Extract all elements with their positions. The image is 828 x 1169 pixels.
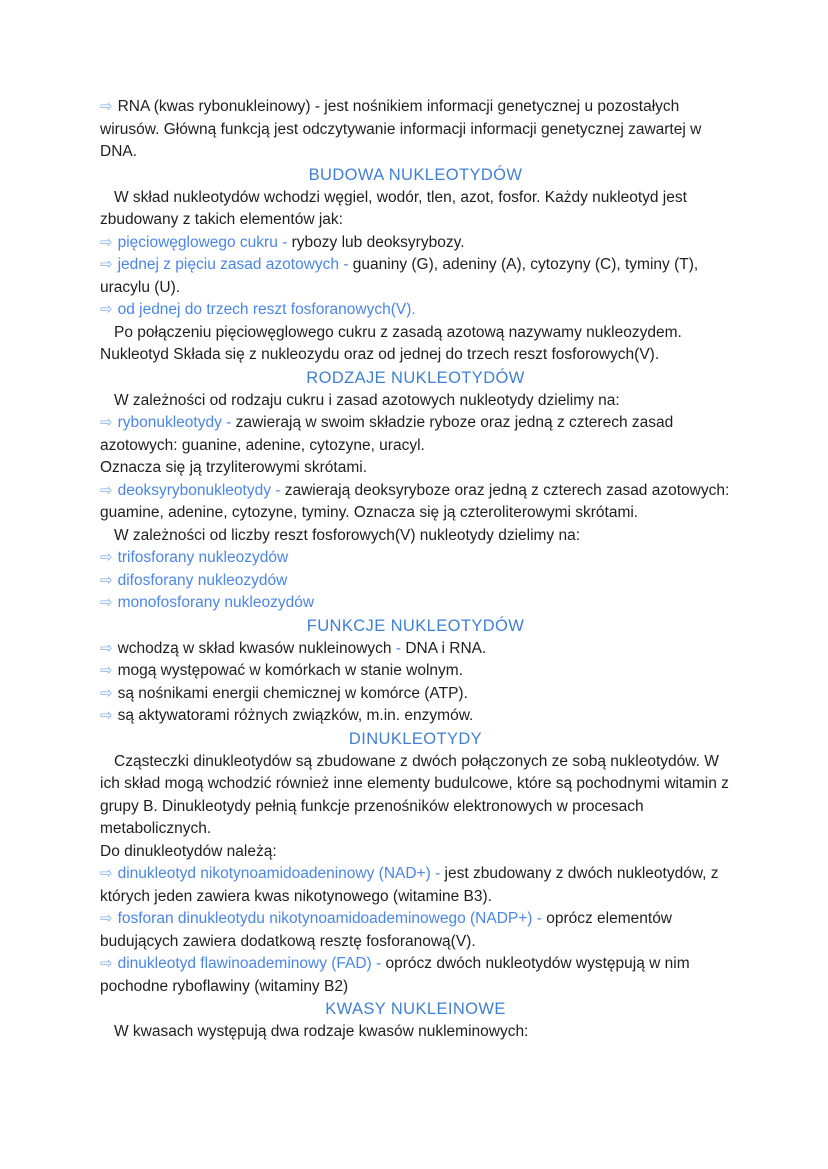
text-segment: rybozy lub deoksyrybozy.: [291, 233, 465, 251]
arrow-bullet-icon: ⇨: [100, 256, 113, 273]
paragraph: [100, 525, 731, 548]
text-segment: DNA i RNA.: [405, 639, 487, 657]
bullet-item: [100, 547, 731, 570]
text-segment: RNA (kwas rybonukleinowy) - jest nośnikiem informacji genetycznej u pozostałych wirusów. Główną funkcją jest odczytywanie informacji informacji genetycznej zawartej w DNA.: [100, 98, 702, 160]
section-heading: RODZAJE NUKLEOTYDÓW: [306, 368, 525, 387]
paragraph: [100, 1021, 731, 1044]
text-segment: W skład nukleotydów wchodzi węgiel, wodór, tlen, azot, fosfor. Każdy nukleotyd jest zbudowany z takich elementów jak:: [100, 188, 687, 228]
paragraph: [100, 751, 731, 841]
text-segment: Po połączeniu pięciowęglowego cukru z zasadą azotową nazywamy nukleozydem. Nukleotyd Składa się z nukleozydu oraz od jednej do trzech reszt fosforowych(V).: [100, 323, 682, 363]
arrow-bullet-icon: ⇨: [100, 98, 113, 115]
text-segment: trifosforany nukleozydów: [117, 549, 289, 566]
text-segment: dinukleotyd flawinoademinowy (FAD) -: [117, 955, 386, 972]
bullet-item: [100, 863, 731, 908]
text-segment: rybonukleotydy -: [117, 414, 236, 431]
paragraph: [100, 187, 731, 232]
bullet-item: [100, 96, 731, 164]
text-segment: oprócz elementów budujących zawiera dodatkową resztę fosforanową(V).: [100, 910, 673, 950]
arrow-bullet-icon: ⇨: [100, 865, 113, 882]
text-segment: W kwasach występują dwa rodzaje kwasów nukleminowych:: [114, 1023, 529, 1040]
section-heading: KWASY NUKLEINOWE: [325, 1000, 506, 1018]
paragraph: [100, 390, 731, 413]
text-segment: od jednej do trzech reszt fosforanowych(V).: [117, 301, 416, 318]
arrow-bullet-icon: ⇨: [100, 910, 113, 927]
text-segment: zawierają deoksyryboze oraz jedną z czterech zasad azotowych: guamine, adenine, cytozyne, tyminy. Oznacza się ją czteroliterowymi skrótami.: [100, 481, 730, 521]
arrow-bullet-icon: ⇨: [100, 594, 113, 611]
document-body: [100, 96, 731, 1044]
arrow-bullet-icon: ⇨: [100, 684, 113, 702]
bullet-item: [100, 254, 731, 299]
text-segment: jest zbudowany z dwóch nukleotydów, z których jeden zawiera kwas nikotynowego (witamine B3).: [100, 865, 719, 905]
text-segment: guaniny (G), adeniny (A), cytozyny (C), tyminy (T), uracylu (U).: [100, 256, 699, 296]
text-segment: Oznacza się ją trzyliterowymi skrótami.: [100, 459, 368, 476]
section-heading: DINUKLEOTYDY: [348, 729, 483, 748]
bullet-item: [100, 908, 731, 953]
arrow-bullet-icon: ⇨: [100, 549, 113, 566]
arrow-bullet-icon: ⇨: [100, 639, 113, 657]
text-segment: W zależności od rodzaju cukru i zasad azotowych nukleotydy dzielimy na:: [114, 391, 620, 409]
text-segment: Cząsteczki dinukleotydów są zbudowane z dwóch połączonych ze sobą nukleotydów. W ich skład mogą wchodzić również inne elementy budulcowe, które są pochodnymi witamin z grupy B. Dinukleotydy pełnią funkcje przenośników elektronowych w procesach metabolicznych.: [100, 752, 729, 837]
text-segment: fosforan dinukleotydu nikotynoamidoademinowego (NADP+) -: [117, 910, 547, 927]
text-segment: W zależności od liczby reszt fosforowych(V) nukleotydy dzielimy na:: [114, 526, 581, 544]
text-segment: są nośnikami energii chemicznej w komórce (ATP).: [117, 684, 468, 702]
arrow-bullet-icon: ⇨: [100, 301, 113, 318]
text-segment: wchodzą w skład kwasów nukleinowych: [117, 639, 396, 657]
text-segment: monofosforany nukleozydów: [117, 594, 315, 611]
bullet-item: [100, 592, 731, 615]
bullet-item: [100, 705, 731, 728]
paragraph: [100, 841, 731, 864]
paragraph: [100, 322, 731, 367]
section-heading: FUNKCJE NUKLEOTYDÓW: [306, 616, 525, 635]
bullet-item: [100, 232, 731, 255]
text-segment: pięciowęglowego cukru -: [117, 233, 292, 251]
text-segment: Do dinukleotydów należą:: [100, 842, 277, 860]
arrow-bullet-icon: ⇨: [100, 955, 113, 972]
arrow-bullet-icon: ⇨: [100, 233, 113, 251]
text-segment: są aktywatorami różnych związków, m.in. enzymów.: [117, 707, 474, 724]
arrow-bullet-icon: ⇨: [100, 571, 113, 589]
arrow-bullet-icon: ⇨: [100, 414, 113, 431]
section-heading: BUDOWA NUKLEOTYDÓW: [308, 165, 523, 184]
text-segment: difosforany nukleozydów: [117, 571, 288, 589]
text-segment: zawierają w swoim składzie ryboze oraz jedną z czterech zasad azotowych: guanine, adenine, cytozyne, uracyl.: [100, 414, 674, 454]
text-segment: -: [395, 639, 406, 657]
arrow-bullet-icon: ⇨: [100, 707, 113, 724]
bullet-item: [100, 953, 731, 998]
paragraph: [100, 457, 731, 480]
bullet-item: [100, 570, 731, 593]
text-segment: deoksyrybonukleotydy -: [117, 481, 285, 499]
text-segment: oprócz dwóch nukleotydów występują w nim pochodne ryboflawiny (witaminy B2): [100, 955, 690, 995]
bullet-item: [100, 299, 731, 322]
bullet-item: [100, 660, 731, 683]
bullet-item: [100, 638, 731, 661]
arrow-bullet-icon: ⇨: [100, 481, 113, 499]
text-segment: jednej z pięciu zasad azotowych -: [117, 256, 353, 273]
text-segment: dinukleotyd nikotynoamidoadeninowy (NAD+) -: [117, 865, 445, 882]
bullet-item: [100, 683, 731, 706]
bullet-item: [100, 412, 731, 457]
arrow-bullet-icon: ⇨: [100, 662, 113, 679]
bullet-item: [100, 480, 731, 525]
text-segment: mogą występować w komórkach w stanie wolnym.: [117, 662, 464, 679]
